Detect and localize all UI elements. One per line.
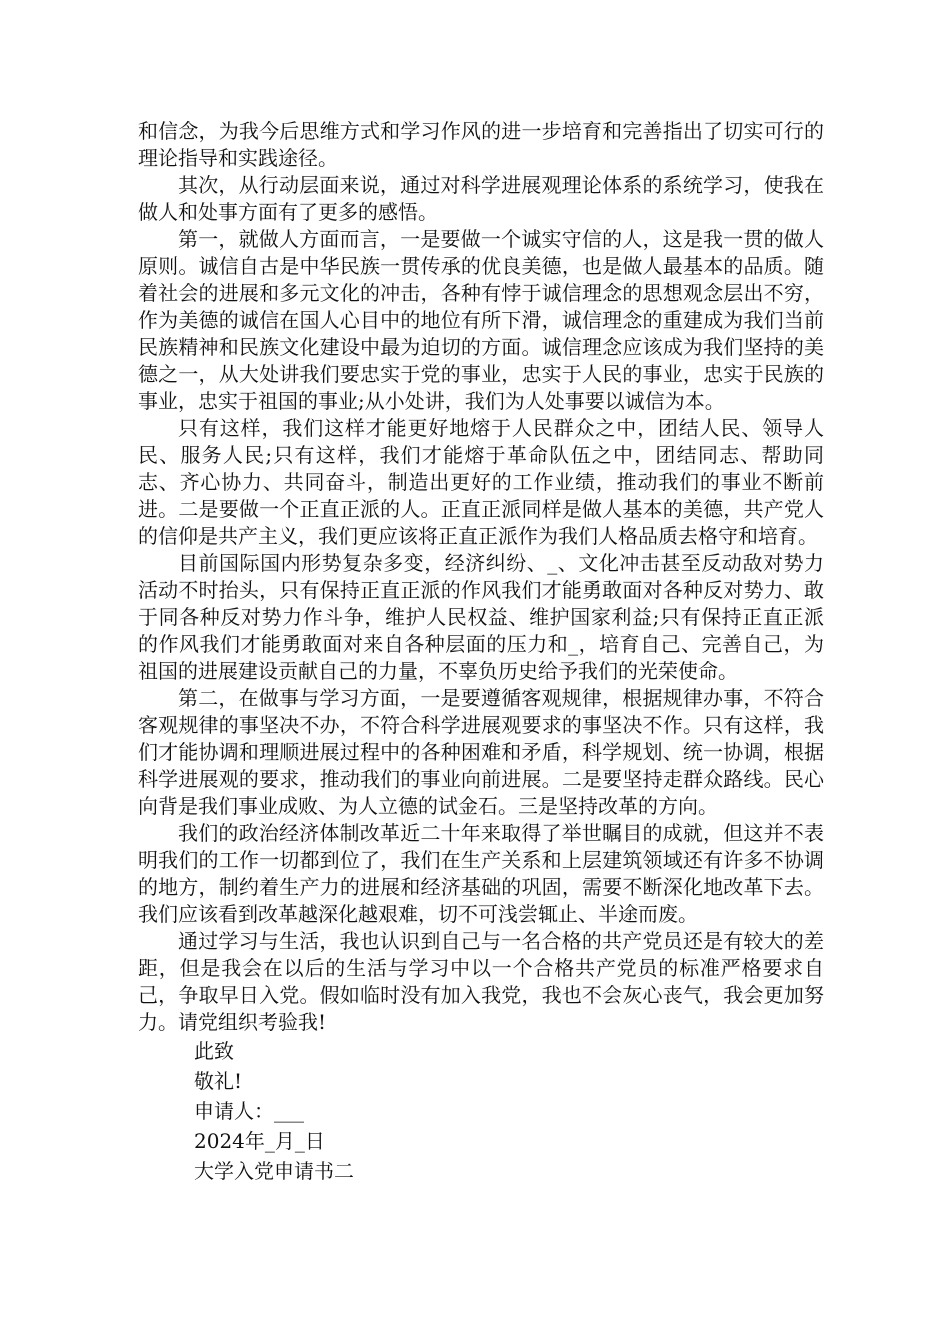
paragraph-6: 第二，在做事与学习方面，一是要遵循客观规律，根据规律办事，不符合客观规律的事坚决不办，不符合科学进展观要求的事坚决不作。只有这样，我们才能协调和理顺进展过程中的各种困难和矛盾，科学规划、统一协调，根据科学进展观的要求，推动我们的事业向前进展。二是要坚持走群众路线。民心向背是我们事业成败、为人立德的试金石。三是坚持改革的方向。	[138, 686, 824, 818]
paragraph-2: 其次，从行动层面来说，通过对科学进展观理论体系的系统学习，使我在做人和处事方面有了更多的感悟。	[138, 173, 824, 224]
paragraph-1: 和信念，为我今后思维方式和学习作风的进一步培育和完善指出了切实可行的理论指导和实践途径。	[138, 119, 824, 170]
document-page	[138, 118, 824, 1186]
paragraph-4: 只有这样，我们这样才能更好地熔于人民群众之中，团结人民、领导人民、服务人民;只有这样，我们才能熔于革命队伍之中，团结同志、帮助同志、齐心协力、共同奋斗，制造出更好的工作业绩，推动我们的事业不断前进。二是要做一个正直正派的人。正直正派同样是做人基本的美德，共产党人的信仰是共产主义，我们更应该将正直正派作为我们人格品质去格守和培育。	[138, 416, 824, 548]
next-document-title: 大学入党申请书二	[194, 1159, 354, 1183]
applicant-line: 申请人：___	[194, 1099, 304, 1123]
closing-line: 此致	[194, 1039, 234, 1063]
paragraph-7: 我们的政治经济体制改革近二十年来取得了举世瞩目的成就，但这并不表明我们的工作一切都到位了，我们在生产关系和上层建筑领域还有许多不协调的地方，制约着生产力的进展和经济基础的巩固，需要不断深化地改革下去。我们应该看到改革越深化越艰难，切不可浅尝辄止、半途而废。	[138, 821, 824, 926]
paragraph-5: 目前国际国内形势复杂多变，经济纠纷、_、文化冲击甚至反动敌对势力活动不时抬头，只有保持正直正派的作风我们才能勇敢面对各种反对势力、敢于同各种反对势力作斗争，维护人民权益、维护国家利益;只有保持正直正派的作风我们才能勇敢面对来自各种层面的压力和_，培育自己、完善自己，为祖国的进展建设贡献自己的力量，不辜负历史给予我们的光荣使命。	[138, 551, 824, 683]
paragraph-3: 第一，就做人方面而言，一是要做一个诚实守信的人，这是我一贯的做人原则。诚信自古是中华民族一贯传承的优良美德，也是做人最基本的品质。随着社会的进展和多元文化的冲击，各种有悖于诚信理念的思想观念层出不穷，作为美德的诚信在国人心目中的地位有所下滑，诚信理念的重建成为我们当前民族精神和民族文化建设中最为迫切的方面。诚信理念应该成为我们坚持的美德之一，从大处讲我们要忠实于党的事业，忠实于人民的事业，忠实于民族的事业，忠实于祖国的事业;从小处讲，我们为人处事要以诚信为本。	[138, 227, 824, 413]
salute-line: 敬礼!	[194, 1069, 243, 1093]
paragraph-8: 通过学习与生活，我也认识到自己与一名合格的共产党员还是有较大的差距，但是我会在以后的生活与学习中以一个合格共产党员的标准严格要求自己，争取早日入党。假如临时没有加入我党，我也不会灰心丧气，我会更加努力。请党组织考验我!	[138, 929, 824, 1034]
date-line: 2024年_月_日	[194, 1129, 325, 1153]
